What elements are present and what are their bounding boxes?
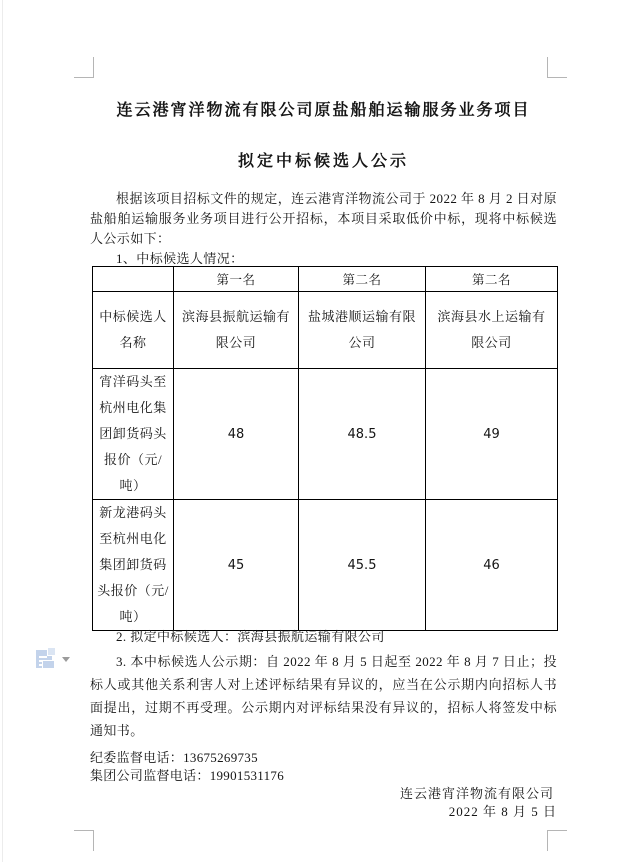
group-phone-line: 集团公司监督电话：19901531176 — [90, 768, 285, 783]
price-row-2-value-2: 45.5 — [299, 500, 426, 631]
table-row-label-candidate-name: 中标候选人名称 — [93, 292, 174, 369]
table-header-rank-3: 第二名 — [426, 267, 558, 292]
discipline-phone-line: 纪委监督电话：13675269735 — [90, 750, 258, 765]
table-header-rank-1: 第一名 — [174, 267, 299, 292]
candidate-name-3: 滨海县水上运输有限公司 — [426, 292, 558, 369]
intro-section — [90, 189, 557, 269]
price-row-1-label: 宵洋码头至杭州电化集团卸货码头报价（元/吨） — [93, 369, 174, 500]
price-row-2-value-3: 46 — [426, 500, 558, 631]
chevron-down-icon[interactable] — [62, 657, 70, 662]
candidate-name-1: 滨海县振航运输有限公司 — [174, 292, 299, 369]
price-row-1-value-3: 49 — [426, 369, 558, 500]
document-title: 连云港宵洋物流有限公司原盐船舶运输服务业务项目 — [116, 102, 531, 119]
price-row-2-label: 新龙港码头至杭州电化集团卸货码头报价（元/吨） — [93, 500, 174, 631]
price-row-1-value-2: 48.5 — [299, 369, 426, 500]
clipboard-line — [39, 656, 47, 658]
price-row-1-value-1: 48 — [174, 369, 299, 500]
paste-options-button[interactable] — [36, 648, 70, 672]
margin-crop-mark-bottom-left — [74, 830, 94, 851]
margin-crop-mark-top-left — [74, 57, 94, 78]
price-row-2-value-1: 45 — [174, 500, 299, 631]
candidate-name-2: 盐城港顺运输有限公司 — [299, 292, 426, 369]
candidates-table — [92, 266, 558, 631]
intro-paragraph: 根据该项目招标文件的规定，连云港宵洋物流公司于 2022 年 8 月 2 日对原盐船舶运输服务业务项目进行公开招标，本项目采取低价中标，现将中标候选人公示如下： — [90, 191, 557, 246]
document-subtitle: 拟定中标候选人公示 — [237, 153, 409, 170]
table-price-row-2 — [93, 500, 558, 631]
table-cell-empty — [93, 267, 174, 292]
signature-company: 连云港宵洋物流有限公司 — [399, 786, 554, 801]
signature-date: 2022 年 8 月 5 日 — [448, 804, 557, 819]
section2-line: 2. 拟定中标候选人：滨海县振航运输有限公司 — [116, 629, 385, 644]
margin-crop-mark-top-right — [547, 57, 567, 78]
paste-sub-sheet-icon — [42, 660, 55, 669]
table-header-rank-2: 第二名 — [299, 267, 426, 292]
table-candidate-name-row — [93, 292, 558, 369]
margin-crop-mark-bottom-right — [547, 830, 567, 851]
table-price-row-1 — [93, 369, 558, 500]
section3-paragraph: 3. 本中标候选人公示期：自 2022 年 8 月 5 日起至 2022 年 8 月 7 日止；投标人或其他关系利害人对上述评标结果有异议的，应当在公示期内向招标人书面提出，过期不再受理。公示期内对评标结果没有异议的，招标人将签发中标通知书。 — [90, 654, 557, 738]
page-corner-icon — [47, 648, 55, 656]
closing-section — [90, 626, 557, 821]
table-rank-header-row — [93, 267, 558, 292]
section1-heading: 1、中标候选人情况： — [116, 251, 244, 266]
page-edge — [2, 0, 3, 862]
